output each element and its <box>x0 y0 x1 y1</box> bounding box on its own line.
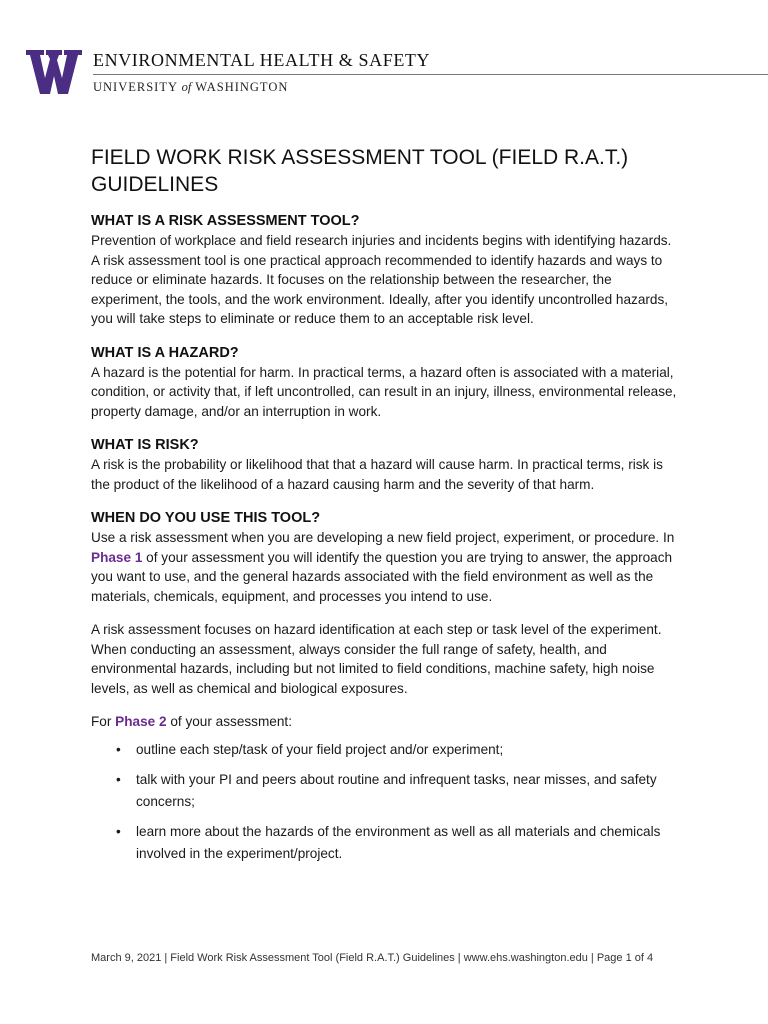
section-body: A risk assessment focuses on hazard identification at each step or task level of the experiment. When conducting an assessment, always consider the full range of safety, health, and environmental hazards, including but not limited to field conditions, machine safety, high noise levels, as well as chemical and biological exposures. <box>91 622 662 696</box>
text-run: For <box>91 714 116 729</box>
text-run: of your assessment: <box>166 714 292 729</box>
university-name <box>93 80 288 95</box>
phase-2-link[interactable]: Phase 2 <box>115 714 167 729</box>
univ-of: of <box>181 80 192 94</box>
title-line-2: GUIDELINES <box>91 173 219 196</box>
section-heading: WHAT IS A HAZARD? <box>91 344 239 361</box>
list-item <box>91 769 681 813</box>
page-footer: March 9, 2021 | Field Work Risk Assessment Tool (Field R.A.T.) Guidelines | www.ehs.washington.edu | Page 1 of 4 <box>91 952 654 964</box>
section-body <box>91 528 681 606</box>
list-item <box>91 821 681 865</box>
section-heading: WHEN DO YOU USE THIS TOOL? <box>91 510 321 526</box>
title-line-1: FIELD WORK RISK ASSESSMENT TOOL (FIELD R.A.T.) <box>91 146 629 169</box>
text-run: of your assessment you will identify the question you are trying to answer, the approach you want to use, and the general hazards associated with the field environment as well as the materials, chemicals, equipment, and processes you intend to use. <box>91 549 673 604</box>
section-body: Prevention of workplace and field research injuries and incidents begins with identifying hazards. A risk assessment tool is one practical approach recommended to identify hazards and ways to reduce or eliminate hazards. It focuses on the relationship between the researcher, the experiment, the tools, and the work environment. Ideally, after you identify uncontrolled hazards, you will take steps to eliminate or reduce them to an acceptable risk level. <box>91 233 672 326</box>
bullet-list <box>91 739 681 865</box>
bullet-icon: • <box>116 771 121 787</box>
section-body: A hazard is the potential for harm. In practical terms, a hazard often is associated with a material, condition, or activity that, if left uncontrolled, can result in an injury, illness, environmental release, property damage, and/or an interruption in work. <box>91 364 677 419</box>
list-item-text: talk with your PI and peers about routine and infrequent tasks, near misses, and safety concerns; <box>136 771 657 809</box>
text-run: Use a risk assessment when you are developing a new field project, experiment, or procedure. In <box>91 530 675 545</box>
document-title <box>91 144 681 198</box>
bullet-icon: • <box>116 741 121 757</box>
univ-prefix: UNIVERSITY <box>93 80 178 94</box>
list-item <box>91 739 681 761</box>
document-body <box>91 144 681 873</box>
phase-1-link[interactable]: Phase 1 <box>91 549 143 565</box>
list-item-text: outline each step/task of your field project and/or experiment; <box>136 741 504 757</box>
section-heading: WHAT IS A RISK ASSESSMENT TOOL? <box>91 213 360 229</box>
list-item-text: learn more about the hazards of the environment as well as all materials and chemicals involved in the experiment/project. <box>136 823 661 861</box>
section-body: A risk is the probability or likelihood that that a hazard will cause harm. In practical terms, risk is the product of the likelihood of a hazard causing harm and the severity of that harm. <box>91 457 663 492</box>
section-heading: WHAT IS RISK? <box>91 437 199 453</box>
header-rule <box>93 74 768 75</box>
univ-suffix: WASHINGTON <box>195 80 289 94</box>
section-body <box>91 712 681 732</box>
org-name: ENVIRONMENTAL HEALTH & SAFETY <box>93 50 431 70</box>
bullet-icon: • <box>116 823 121 839</box>
uw-w-logo <box>26 50 82 94</box>
